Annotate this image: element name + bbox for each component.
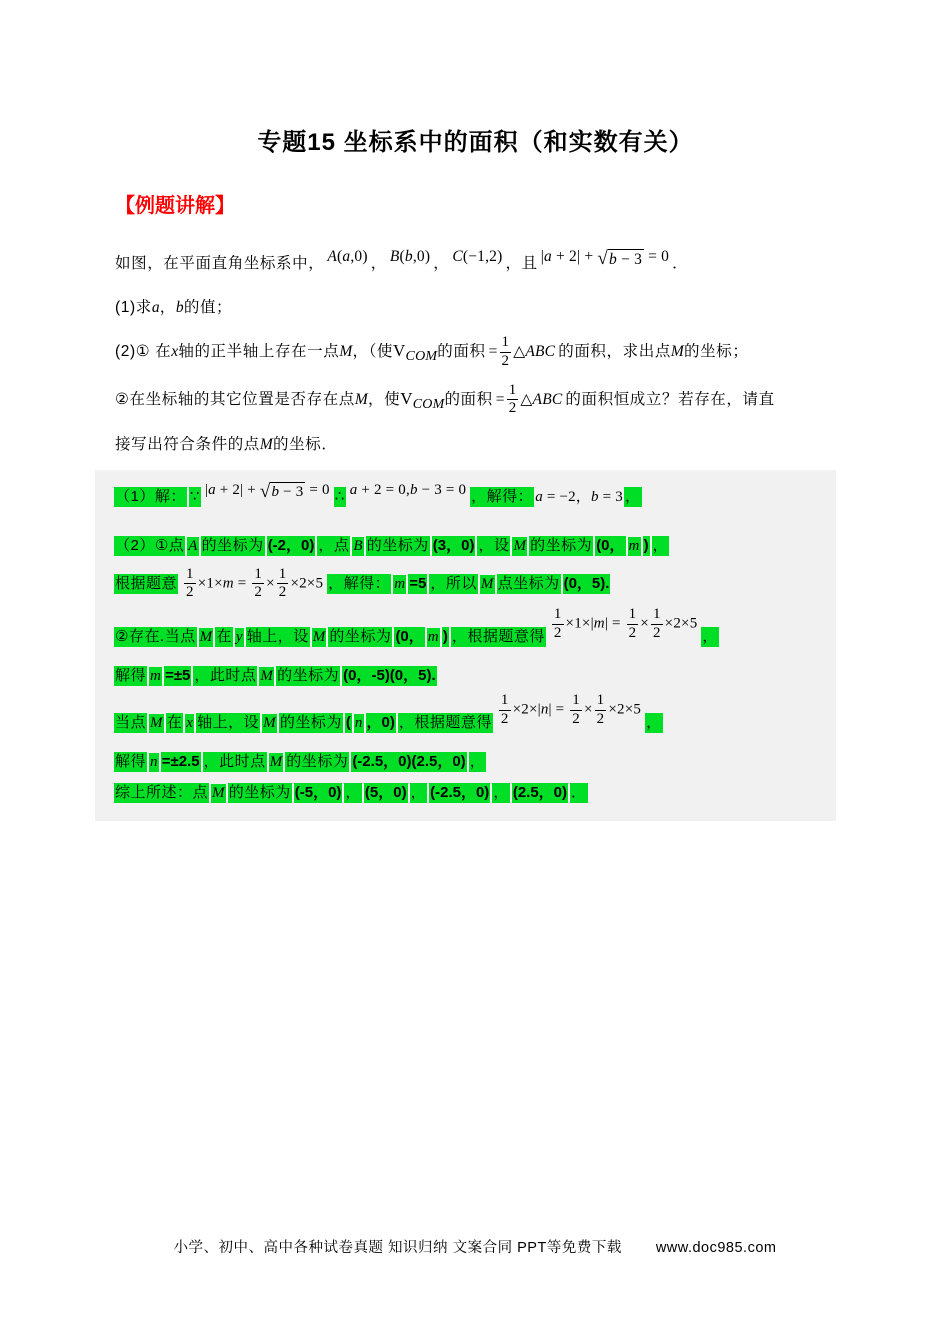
text-run: ( bbox=[399, 248, 405, 265]
text-segment bbox=[371, 255, 387, 272]
text-run: ，解得： bbox=[328, 574, 391, 592]
text-run: M bbox=[312, 629, 326, 646]
text-segment bbox=[115, 391, 400, 408]
text-run: m bbox=[394, 575, 406, 592]
text-run: M bbox=[354, 390, 369, 408]
text-run: ABC bbox=[525, 343, 556, 361]
fraction: $\frac{1}{2}$ bbox=[501, 334, 510, 369]
fraction: $\frac{1}{2}$ bbox=[572, 692, 580, 727]
text-run: M bbox=[513, 538, 527, 555]
fraction: $\frac{1}{2}$ bbox=[553, 606, 562, 641]
text-segment bbox=[535, 488, 623, 505]
text-run: = bbox=[488, 343, 498, 361]
solution-box bbox=[95, 470, 836, 820]
text-segment bbox=[115, 255, 324, 272]
text-run: =±2.5 bbox=[161, 752, 200, 770]
text-run: M bbox=[260, 667, 274, 684]
text-run: (-5，0) bbox=[294, 784, 342, 802]
text-segment bbox=[444, 391, 492, 408]
text-run: 的坐标为 bbox=[279, 714, 342, 732]
text-run: （2）①点 bbox=[115, 537, 185, 555]
text-run: 的面积 bbox=[437, 343, 486, 361]
text-segment bbox=[350, 479, 466, 502]
text-segment bbox=[497, 692, 641, 728]
text-run: ) bbox=[442, 628, 448, 646]
text-run: n bbox=[150, 753, 158, 770]
text-segment bbox=[541, 245, 669, 269]
text-run: n bbox=[354, 715, 363, 732]
text-run: ， bbox=[370, 255, 387, 272]
text-run: C bbox=[452, 248, 463, 265]
text-run: b bbox=[175, 299, 184, 317]
text-run: ， bbox=[646, 714, 662, 732]
text-run: | = bbox=[548, 702, 569, 719]
highlighted-run bbox=[113, 537, 670, 554]
text-segment bbox=[115, 436, 337, 453]
text-run: (0， bbox=[596, 537, 625, 555]
highlighted-run bbox=[113, 575, 179, 592]
text-run: 的坐标为 bbox=[366, 537, 429, 555]
text-run: = bbox=[495, 390, 505, 408]
text-run: b bbox=[404, 248, 413, 265]
text-run: a bbox=[535, 489, 543, 506]
text-run: ． bbox=[571, 784, 587, 802]
highlighted-run bbox=[333, 488, 347, 505]
text-run: ， bbox=[469, 752, 486, 770]
text-run: M bbox=[339, 343, 353, 361]
text-run: m bbox=[628, 538, 640, 555]
text-run: (1)求 bbox=[115, 299, 152, 317]
text-run: (-2.5，0) bbox=[430, 784, 490, 802]
text-segment bbox=[452, 245, 502, 269]
text-segment bbox=[565, 391, 774, 408]
text-run: ，点 bbox=[318, 537, 350, 555]
text-segment bbox=[496, 382, 563, 418]
text-run: ，根据题意得 bbox=[398, 714, 492, 732]
text-segment bbox=[558, 343, 748, 360]
footer-site-url: www.doc985.com bbox=[655, 1240, 777, 1256]
text-run: ， bbox=[159, 299, 176, 317]
fraction: $\frac{1}{2}$ bbox=[278, 565, 287, 601]
page-title: 专题15 坐标系中的面积（和实数有关） bbox=[257, 129, 694, 156]
text-run: ． bbox=[672, 255, 689, 272]
text-run: 的坐标； bbox=[684, 343, 749, 361]
text-run: − 3 = 0 bbox=[417, 482, 467, 499]
text-run: (3，0) bbox=[432, 537, 475, 555]
fraction: $\frac{1}{2}$ bbox=[500, 692, 509, 727]
text-run: b bbox=[271, 484, 280, 501]
problem-part2-1-line bbox=[115, 334, 836, 370]
text-run: a bbox=[208, 482, 216, 499]
text-run: (0，5). bbox=[563, 574, 610, 592]
text-run: 的坐标为 bbox=[277, 666, 340, 684]
text-segment bbox=[672, 255, 688, 272]
text-run: (2.5，0) bbox=[512, 784, 568, 802]
text-run: ( bbox=[336, 248, 343, 265]
text-segment bbox=[182, 566, 323, 602]
sqrt-radical bbox=[597, 249, 644, 269]
text-run: × bbox=[266, 575, 275, 592]
text-run: (5，0) bbox=[364, 784, 407, 802]
text-run: − 3 bbox=[617, 251, 643, 268]
text-run: x bbox=[186, 715, 194, 732]
text-run: 的坐标． bbox=[273, 436, 338, 454]
text-run: a bbox=[151, 299, 160, 317]
text-run: = 0 bbox=[305, 482, 330, 499]
text-segment bbox=[433, 255, 449, 272]
solution-line-2 bbox=[113, 535, 820, 558]
text-run: ×1× bbox=[197, 575, 223, 592]
highlighted-run bbox=[326, 575, 611, 592]
text-run: (-2.5，0)(2.5，0) bbox=[352, 752, 466, 770]
fraction: $\frac{1}{2}$ bbox=[596, 692, 605, 727]
text-run: ×1×| bbox=[565, 616, 594, 633]
text-run: m bbox=[222, 575, 234, 592]
solution-line-8 bbox=[113, 782, 820, 805]
text-run: ,0) bbox=[350, 248, 368, 265]
text-run: 如图，在平面直角坐标系中， bbox=[115, 255, 325, 272]
text-run: ，设 bbox=[478, 537, 510, 555]
text-run: M bbox=[670, 343, 685, 361]
text-run: ( bbox=[345, 714, 351, 732]
solution-line-3 bbox=[113, 566, 820, 602]
highlighted-run bbox=[113, 714, 494, 731]
text-run: (2)① 在 bbox=[115, 343, 172, 361]
text-run: ，所以 bbox=[430, 574, 477, 592]
text-run: 轴上，设 bbox=[246, 628, 309, 646]
text-run: = 0 bbox=[644, 248, 670, 265]
text-run: 解得 bbox=[115, 752, 147, 770]
text-segment bbox=[506, 255, 538, 272]
text-run: | bbox=[204, 482, 209, 499]
text-run: a bbox=[342, 248, 351, 265]
text-run: 的面积恒成立？若存在，请直 bbox=[565, 390, 775, 408]
fraction: $\frac{1}{2}$ bbox=[652, 606, 661, 641]
text-run: △ bbox=[513, 343, 526, 361]
text-run: ，（使 bbox=[352, 343, 394, 361]
highlighted-run bbox=[113, 667, 438, 684]
text-run: M bbox=[150, 715, 163, 732]
highlighted-run bbox=[113, 753, 487, 770]
text-run: 的坐标为 bbox=[530, 537, 593, 555]
text-run: 接写出符合条件的点 bbox=[115, 436, 260, 454]
text-run: A bbox=[327, 248, 337, 265]
text-run: =5 bbox=[409, 574, 427, 592]
text-run: b bbox=[409, 482, 418, 499]
text-run: × bbox=[640, 616, 649, 633]
fraction: $\frac{1}{2}$ bbox=[254, 565, 263, 601]
text-run: y bbox=[235, 629, 243, 646]
text-run: V bbox=[393, 341, 406, 361]
text-run: ， bbox=[410, 784, 427, 802]
text-run: ， bbox=[493, 784, 509, 802]
text-run: b bbox=[609, 251, 617, 268]
fraction: $\frac{1}{2}$ bbox=[628, 606, 637, 641]
text-run: ，0) bbox=[366, 714, 395, 732]
text-run: 轴的正半轴上存在一点 bbox=[178, 343, 340, 361]
text-run: ， bbox=[433, 255, 450, 272]
text-run: 根据题意 bbox=[115, 574, 178, 592]
text-run: ABC bbox=[532, 390, 563, 408]
text-run: M bbox=[263, 715, 276, 732]
text-run: 当点 bbox=[115, 714, 147, 732]
text-run: M bbox=[269, 753, 283, 770]
text-run: B bbox=[389, 248, 400, 265]
text-run: B bbox=[353, 538, 363, 555]
text-segment bbox=[115, 299, 232, 316]
text-run: M bbox=[199, 629, 213, 646]
text-run: (-2，0) bbox=[267, 537, 315, 555]
text-segment bbox=[205, 479, 330, 502]
highlighted-run bbox=[113, 628, 547, 645]
text-segment bbox=[489, 334, 556, 370]
text-run: 的坐标为 bbox=[201, 537, 264, 555]
text-run: M bbox=[480, 575, 494, 592]
text-run: | = bbox=[604, 616, 625, 633]
text-run: M bbox=[259, 436, 274, 454]
text-run: x bbox=[171, 343, 179, 361]
text-run: ， bbox=[652, 537, 669, 555]
text-run: 轴上，设 bbox=[197, 714, 260, 732]
text-run: 在 bbox=[216, 628, 232, 646]
text-run: ②存在.当点 bbox=[115, 628, 196, 646]
text-run: 的面积 bbox=[444, 390, 493, 408]
text-run: （1）解： bbox=[115, 488, 186, 506]
text-run: b bbox=[591, 489, 599, 506]
text-run: ， bbox=[702, 628, 718, 646]
text-run: + 2| + bbox=[551, 248, 598, 265]
text-run: ， bbox=[624, 488, 641, 506]
text-run: ，且 bbox=[505, 255, 538, 272]
text-run: − 3 bbox=[279, 484, 304, 501]
text-run: V bbox=[400, 388, 413, 408]
highlighted-run bbox=[469, 488, 535, 505]
radicand bbox=[270, 482, 305, 502]
text-run: a bbox=[349, 482, 358, 499]
text-run: × bbox=[584, 702, 593, 719]
text-segment bbox=[437, 343, 485, 360]
text-run: ∴ bbox=[334, 488, 345, 506]
text-run: ，此时点 bbox=[203, 752, 266, 770]
sqrt-radical bbox=[260, 482, 306, 502]
solution-line-7 bbox=[113, 751, 820, 774]
footer-promo-text: 小学、初中、高中各种试卷真题 知识归纳 文案合同 PPT等免费下载 bbox=[173, 1240, 622, 1256]
highlighted-run bbox=[644, 714, 664, 731]
radicand bbox=[608, 249, 644, 269]
radical-sign-icon: √ bbox=[259, 481, 271, 503]
section-header-example: 【例题讲解】 bbox=[115, 195, 235, 217]
highlighted-run bbox=[623, 488, 643, 505]
radical-sign-icon: √ bbox=[597, 248, 609, 269]
text-run: (0， bbox=[395, 628, 424, 646]
text-segment bbox=[393, 341, 438, 365]
text-segment bbox=[400, 388, 445, 412]
highlighted-run bbox=[113, 784, 589, 801]
text-run: ×2×5 bbox=[608, 702, 642, 719]
text-segment bbox=[390, 245, 430, 269]
text-run: ×2×5 bbox=[290, 575, 324, 592]
text-run: ) bbox=[643, 537, 649, 555]
text-run: ,0) bbox=[412, 248, 431, 265]
text-run: ， bbox=[345, 784, 361, 802]
problem-part2-2-cont-line bbox=[115, 433, 836, 457]
highlighted-run bbox=[700, 628, 720, 645]
text-run: 综上所述：点 bbox=[115, 784, 209, 802]
text-run: m bbox=[593, 616, 605, 633]
text-run: 在 bbox=[166, 714, 183, 732]
highlighted-run bbox=[113, 488, 202, 505]
text-run: n bbox=[540, 702, 549, 719]
solution-line-4 bbox=[113, 606, 820, 655]
text-segment bbox=[550, 606, 698, 642]
text-run: m bbox=[150, 667, 162, 684]
problem-part2-2-line bbox=[115, 382, 836, 418]
text-run: ×2×| bbox=[512, 702, 541, 719]
text-segment bbox=[327, 245, 367, 269]
problem-intro-line bbox=[115, 248, 836, 276]
text-run: ∵ bbox=[189, 488, 200, 506]
fraction: $\frac{1}{2}$ bbox=[508, 381, 517, 417]
problem-part1-line bbox=[115, 296, 836, 320]
text-run: △ bbox=[520, 390, 533, 408]
text-run: 点坐标为 bbox=[497, 574, 560, 592]
text-run: ×2×5 bbox=[664, 616, 698, 633]
text-run: COM bbox=[405, 349, 438, 365]
text-run: ，根据题意得 bbox=[451, 628, 545, 646]
text-run: 的坐标为 bbox=[286, 752, 349, 770]
text-run: A bbox=[188, 538, 198, 555]
text-run: m bbox=[427, 629, 439, 646]
text-run: + 2 = 0, bbox=[357, 482, 410, 499]
text-run: COM bbox=[412, 396, 445, 412]
text-run: 的面积，求出点 bbox=[558, 343, 671, 361]
text-run: ②在坐标轴的其它位置是否存在点 bbox=[115, 390, 355, 408]
text-run: = bbox=[233, 575, 251, 592]
text-run: | bbox=[540, 248, 545, 265]
text-run: ，解得： bbox=[471, 488, 534, 506]
text-run: + 2| + bbox=[215, 482, 260, 499]
text-run: M bbox=[212, 785, 225, 802]
text-run: 的坐标为 bbox=[329, 628, 392, 646]
solution-line-5 bbox=[113, 665, 820, 688]
text-run: (0，-5)(0，5). bbox=[343, 666, 436, 684]
text-run: 解得 bbox=[115, 666, 147, 684]
text-run: (−1,2) bbox=[462, 248, 503, 265]
text-run: a bbox=[544, 248, 552, 265]
text-run: 的坐标为 bbox=[228, 784, 291, 802]
text-run: = 3 bbox=[598, 489, 623, 506]
text-segment bbox=[115, 343, 393, 360]
text-run: = −2， bbox=[542, 489, 592, 506]
fraction: $\frac{1}{2}$ bbox=[186, 565, 194, 601]
text-run: ，使 bbox=[368, 390, 401, 408]
text-run: ，此时点 bbox=[194, 666, 257, 684]
text-run: =±5 bbox=[165, 666, 191, 684]
solution-line-6 bbox=[113, 692, 820, 741]
page-footer bbox=[0, 1236, 950, 1257]
solution-line-1 bbox=[113, 481, 820, 509]
text-run: 的值； bbox=[183, 299, 233, 317]
